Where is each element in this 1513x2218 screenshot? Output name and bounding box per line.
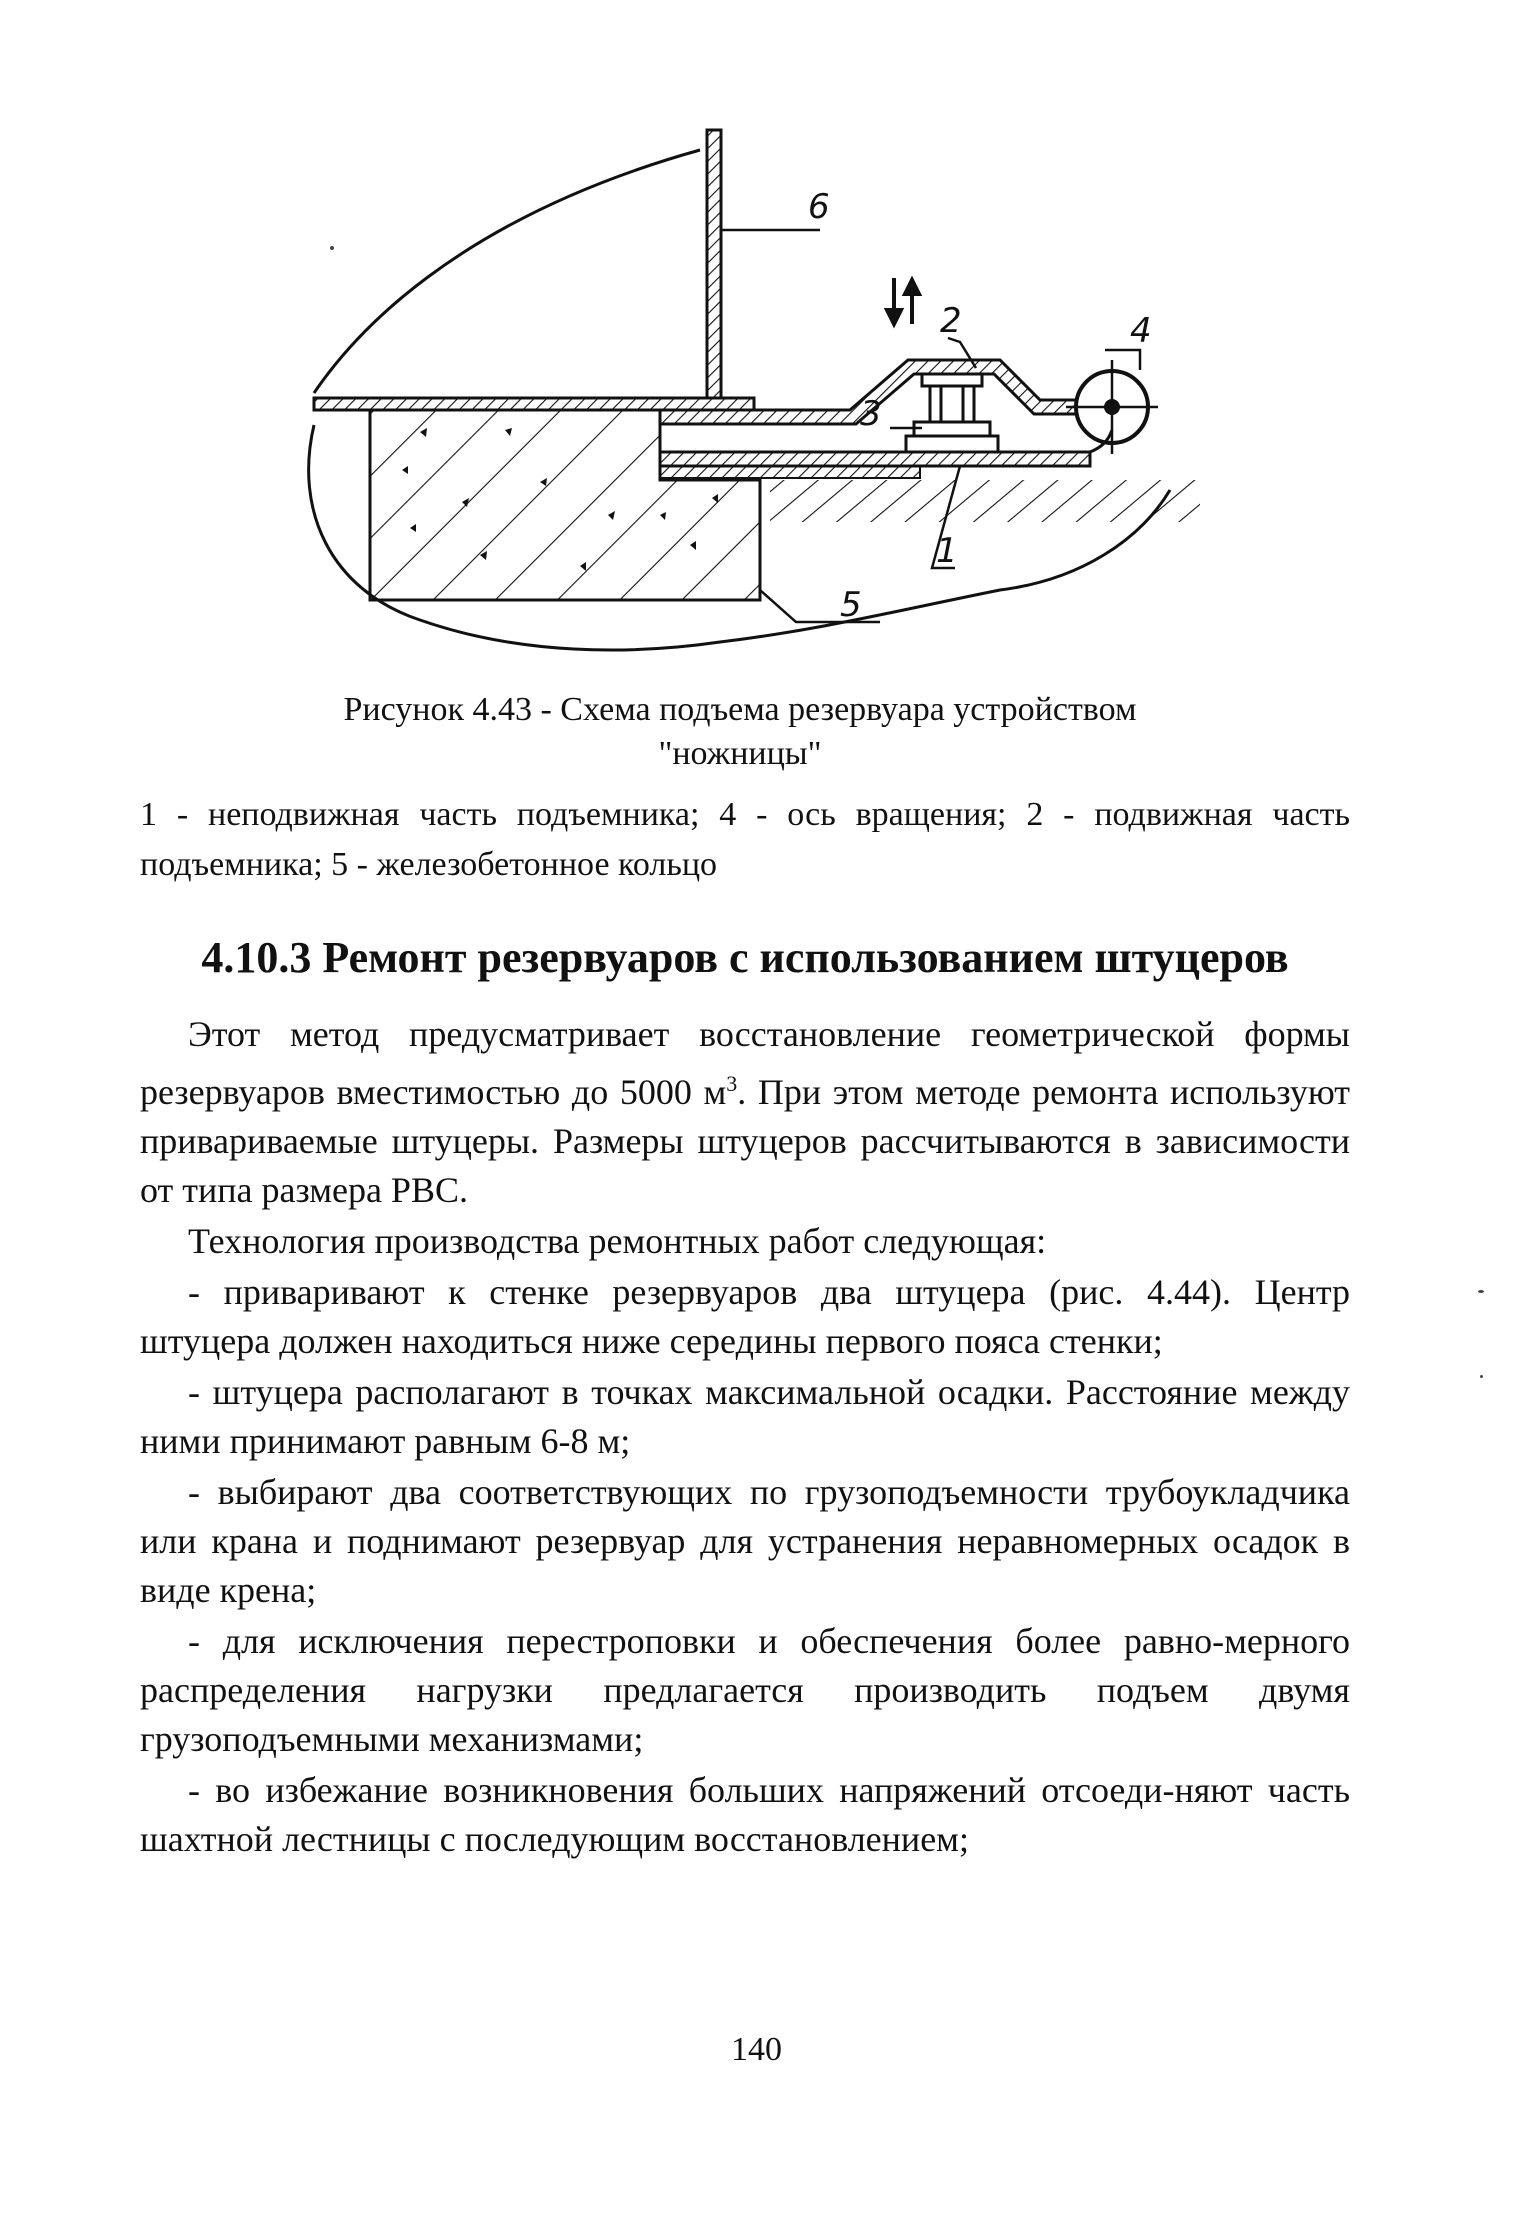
body-text: [140, 1010, 1350, 1866]
step-3: - выбирают два соответствующих по грузоподъемности трубоукладчика или крана и поднимают резервуар для устранения неравномерных осадок в виде крена;: [140, 1472, 1350, 1610]
label-6: 6: [808, 187, 830, 227]
step-5: - во избежание возникновения больших напряжений отсоеди-няют часть шахтной лестницы с последующим восстановлением;: [140, 1770, 1350, 1859]
intro-text-start: Этот метод предусматривает восстановление геометрической формы резервуаров вместимостью до 5000 м: [140, 1014, 1350, 1112]
label-4: 4: [1130, 311, 1152, 351]
scan-speck: [1480, 1375, 1483, 1378]
scissor-jack: [906, 374, 998, 452]
label-1: 1: [936, 531, 958, 571]
tank-bottom-plate: [314, 398, 754, 410]
label-5: 5: [840, 585, 862, 625]
fixed-lifter-part: [660, 452, 1090, 466]
scan-speck: [1478, 1290, 1484, 1293]
section-title: 4.10.3 Ремонт резервуаров с использованием штуцеров: [201, 933, 1289, 982]
fixed-lifter-base: [660, 466, 920, 478]
scan-speck: [330, 246, 334, 250]
soil-hatching: [770, 480, 1200, 522]
intro-paragraph: [140, 1010, 1350, 1215]
concrete-ring: [370, 410, 760, 600]
figure-legend: 1 - неподвижная часть подъемника; 4 - ось вращения; 2 - подвижная часть подъемника; 5 - железобетонное кольцо: [140, 796, 1350, 883]
caption-line-2: "ножницы": [658, 735, 822, 772]
page-number: 140: [731, 2031, 782, 2068]
step-2: - штуцера располагают в точках максимальной осадки. Расстояние между ними принимают равным 6-8 м;: [140, 1372, 1350, 1461]
superscript-cubic: 3: [726, 1071, 738, 1096]
figure-diagram: [300, 110, 1200, 670]
label-3: 3: [860, 394, 882, 434]
figure-caption: [140, 688, 1340, 776]
tank-lift-diagram-svg: [300, 110, 1200, 670]
technology-heading: Технология производства ремонтных работ следующая:: [188, 1221, 1047, 1261]
step-1: - приваривают к стенке резервуаров два штуцера (рис. 4.44). Центр штуцера должен находиться ниже середины первого пояса стенки;: [140, 1272, 1350, 1361]
lift-arrows-icon: [887, 278, 919, 324]
label-2: 2: [940, 301, 962, 341]
tank-wall: [707, 130, 721, 398]
step-4: - для исключения перестроповки и обеспечения более равно-мерного распределения нагрузки предлагается производить подъем двумя грузоподъемными механизмами;: [140, 1621, 1350, 1759]
rotation-axis: [1066, 360, 1158, 454]
intro-text-end: . При этом методе ремонта используют привариваемые штуцеры. Размеры штуцеров рассчитываются в зависимости от типа размера РВС.: [140, 1072, 1350, 1210]
caption-line-1: Рисунок 4.43 - Схема подъема резервуара устройством: [343, 691, 1137, 728]
leader-lines: [721, 230, 1140, 622]
